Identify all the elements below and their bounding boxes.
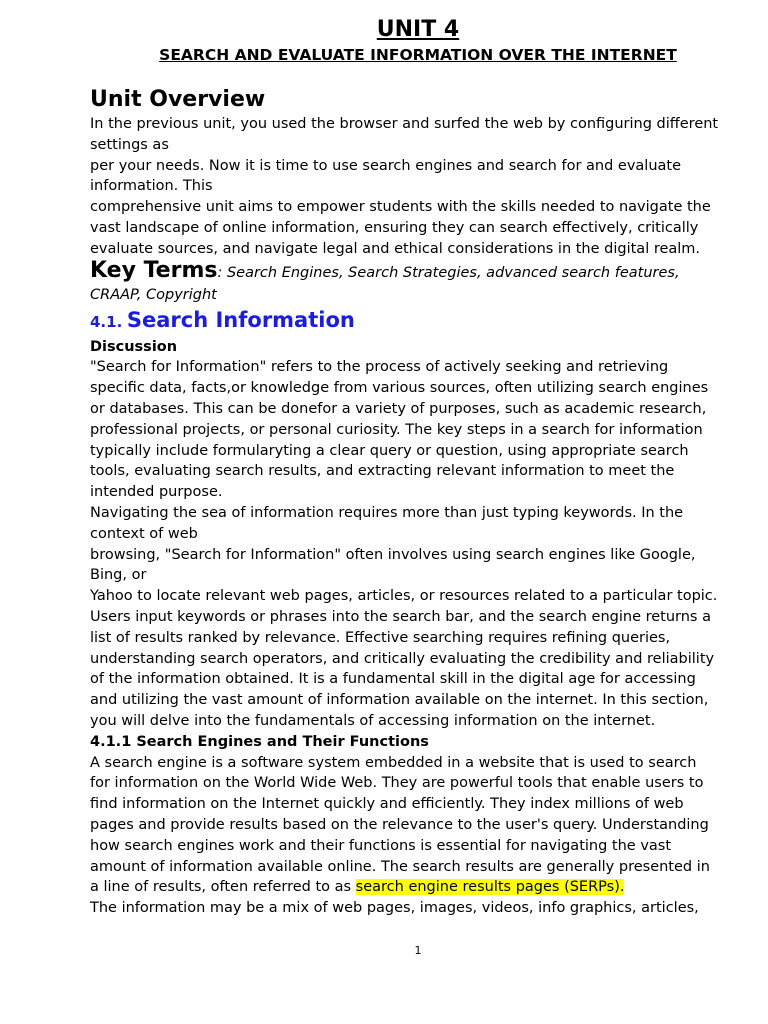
document-body	[90, 86, 766, 919]
unit-subtitle: SEARCH AND EVALUATE INFORMATION OVER THE INTERNET	[159, 46, 677, 64]
overview-line: evaluate sources, and navigate legal and ethical considerations in the digital realm.	[90, 240, 701, 257]
overview-line: information. This	[90, 178, 213, 195]
discussion-line: understanding search operators, and critically evaluating the credibility and reliability	[90, 650, 715, 667]
key-terms	[90, 257, 766, 306]
discussion-line: Users input keywords or phrases into the search bar, and the search engine returns a	[90, 608, 711, 625]
search-engines-line: how search engines work and their functions is essential for navigating the vast	[90, 837, 672, 854]
overview-heading: Unit Overview	[90, 87, 266, 112]
discussion-line: Yahoo to locate relevant web pages, articles, or resources related to a particular topic.	[90, 588, 718, 605]
section-title: Search Information	[126, 307, 355, 332]
section-heading-4-1	[90, 306, 766, 337]
unit-title: UNIT 4	[376, 17, 460, 42]
search-engines-paragraph	[90, 753, 766, 919]
page-number: 1	[414, 944, 422, 957]
discussion-paragraph	[90, 357, 766, 731]
overview-line: settings as	[90, 136, 169, 153]
overview-line: In the previous unit, you used the browser and surfed the web by configuring different	[90, 116, 719, 132]
discussion-line: Navigating the sea of information requires more than just typing keywords. In the	[90, 504, 684, 521]
key-terms-label: Key Terms	[90, 257, 218, 283]
discussion-line: intended purpose.	[90, 484, 223, 501]
search-engines-line: find information on the Internet quickly and efficiently. They index millions of web	[90, 796, 684, 813]
search-engines-line: amount of information available online. The search results are generally presented in	[90, 858, 710, 875]
discussion-line: or databases. This can be donefor a variety of purposes, such as academic research,	[90, 400, 707, 417]
discussion-line: Bing, or	[90, 567, 147, 584]
serp-highlight: search engine results pages (SERPs).	[355, 879, 625, 896]
search-engines-line: for information on the World Wide Web. They are powerful tools that enable users to	[90, 775, 704, 792]
discussion-line: of the information obtained. It is a fundamental skill in the digital age for accessing	[90, 671, 696, 688]
discussion-line: you will delve into the fundamentals of accessing information on the internet.	[90, 712, 656, 729]
search-engines-line-highlighted	[90, 877, 766, 898]
discussion-line: list of results ranked by relevance. Effective searching requires refining queries,	[90, 629, 671, 646]
key-terms-list: : Search Engines, Search Strategies, advanced search features,	[217, 264, 680, 281]
subsection-heading-4-1-1: 4.1.1 Search Engines and Their Functions	[90, 733, 429, 750]
discussion-line: tools, evaluating search results, and extracting relevant information to meet the	[90, 463, 675, 480]
key-terms-list-continued: CRAAP, Copyright	[90, 286, 217, 303]
discussion-line: "Search for Information" refers to the process of actively seeking and retrieving	[90, 359, 669, 376]
search-engines-line: The information may be a mix of web pages, images, videos, info graphics, articles,	[90, 900, 699, 917]
overview-paragraph	[90, 114, 766, 260]
search-engines-line: pages and provide results based on the relevance to the user's query. Understanding	[90, 816, 709, 833]
section-number: 4.1.	[90, 312, 123, 331]
discussion-line: professional projects, or personal curiosity. The key steps in a search for information	[90, 421, 703, 438]
search-engines-line: A search engine is a software system embedded in a website that is used to search	[90, 754, 697, 771]
discussion-line: typically include formularyting a clear query or question, using appropriate search	[90, 442, 689, 459]
discussion-line: context of web	[90, 525, 198, 542]
discussion-label: Discussion	[90, 338, 178, 355]
discussion-line: specific data, facts,or knowledge from various sources, often utilizing search engines	[90, 380, 709, 397]
overview-line: comprehensive unit aims to empower students with the skills needed to navigate the	[90, 199, 711, 216]
discussion-line: and utilizing the vast amount of information available on the internet. In this section,	[90, 692, 709, 709]
highlight-prefix: a line of results, often referred to as	[90, 879, 356, 896]
overview-line: per your needs. Now it is time to use search engines and search for and evaluate	[90, 157, 682, 174]
overview-line: vast landscape of online information, ensuring they can search effectively, critically	[90, 219, 699, 236]
discussion-line: browsing, "Search for Information" often involves using search engines like Google,	[90, 546, 696, 563]
